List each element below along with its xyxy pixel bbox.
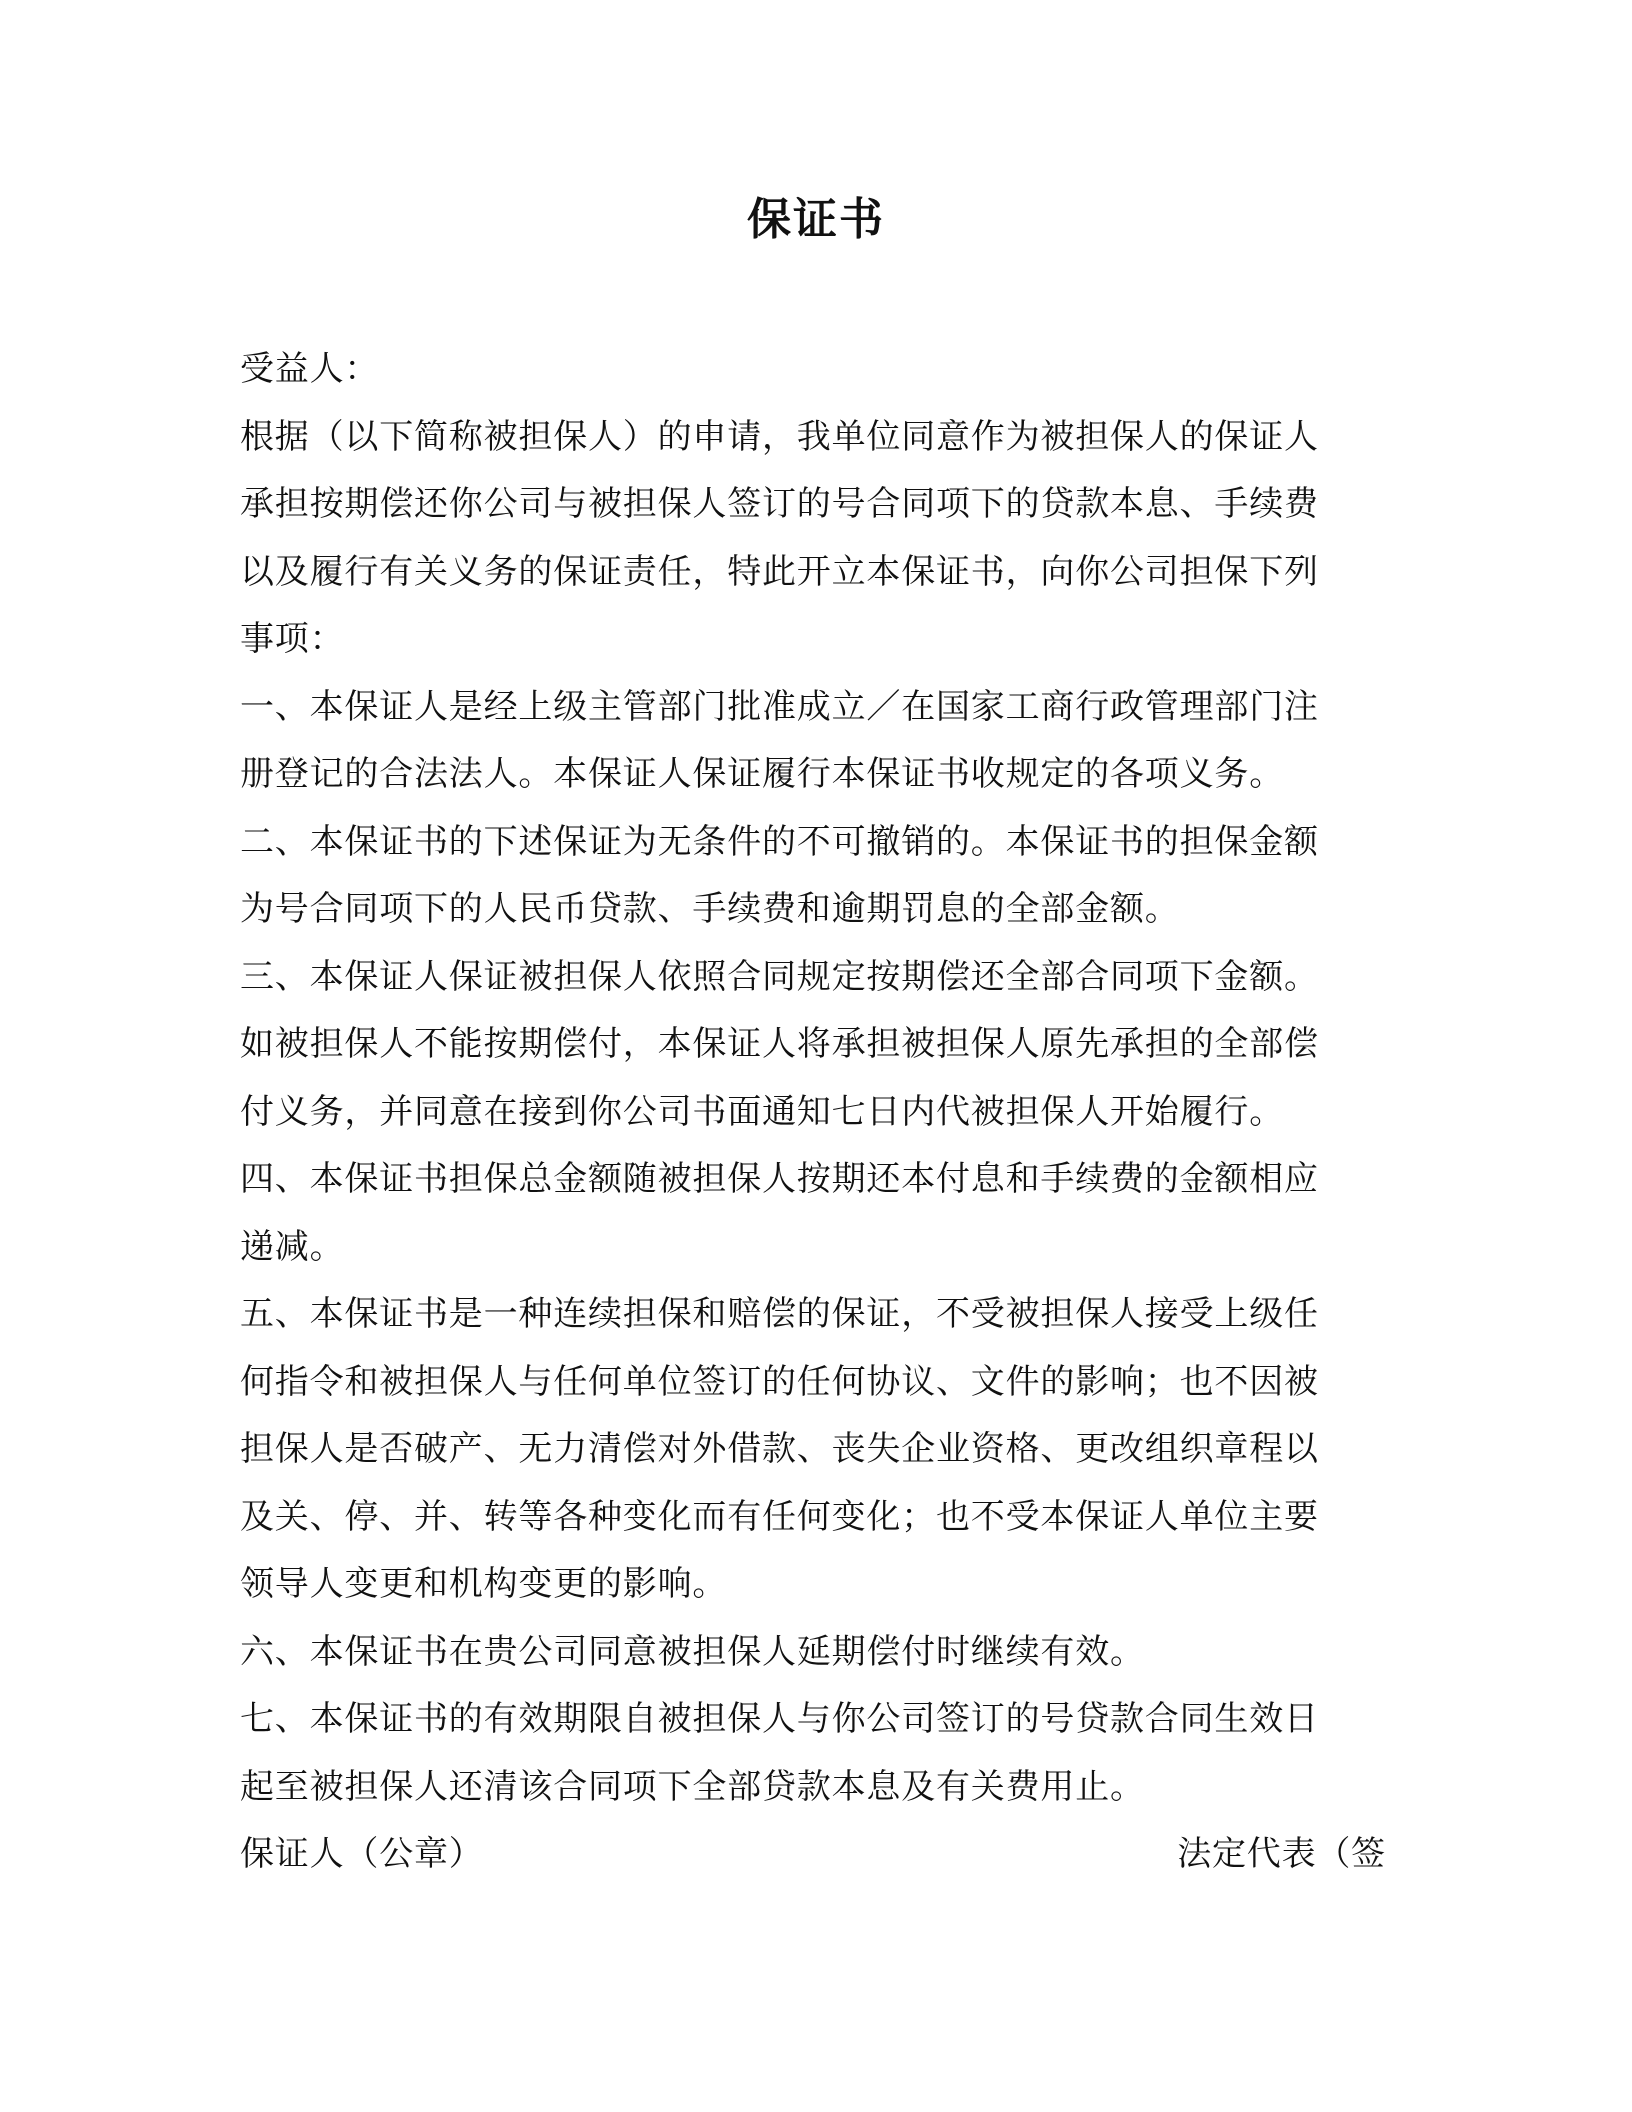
clause-5-line: 领导人变更和机构变更的影响。 bbox=[240, 1564, 728, 1604]
clause-3-line: 三、本保证人保证被担保人依照合同规定按期偿还全部合同项下金额。 bbox=[240, 956, 1319, 997]
body-line: 以及履行有关义务的保证责任，特此开立本保证书，向你公司担保下列 bbox=[240, 551, 1319, 592]
document-body bbox=[240, 336, 1390, 1889]
salutation-line: 受益人： bbox=[240, 349, 380, 389]
clause-5-line: 五、本保证书是一种连续担保和赔偿的保证，不受被担保人接受上级任 bbox=[240, 1294, 1319, 1334]
clause-1-line: 一、本保证人是经上级主管部门批准成立／在国家工商行政管理部门注 bbox=[240, 686, 1319, 727]
clause-3-line: 如被担保人不能按期偿付，本保证人将承担被担保人原先承担的全部偿 bbox=[240, 1024, 1319, 1064]
body-line: 根据（以下简称被担保人）的申请，我单位同意作为被担保人的保证人 bbox=[240, 416, 1319, 457]
clause-5-line: 担保人是否破产、无力清偿对外借款、丧失企业资格、更改组织章程以 bbox=[240, 1429, 1319, 1469]
guarantor-seal-label: 保证人（公章） bbox=[240, 1834, 484, 1874]
clause-7-line: 七、本保证书的有效期限自被担保人与你公司签订的号贷款合同生效日 bbox=[240, 1699, 1319, 1739]
clause-3-line: 付义务，并同意在接到你公司书面通知七日内代被担保人开始履行。 bbox=[240, 1091, 1284, 1132]
body-line: 事项： bbox=[240, 619, 345, 659]
clause-2-line: 为号合同项下的人民币贷款、手续费和逾期罚息的全部金额。 bbox=[240, 889, 1180, 929]
clause-2-line: 二、本保证书的下述保证为无条件的不可撤销的。本保证书的担保金额 bbox=[240, 821, 1319, 862]
clause-7-line: 起至被担保人还清该合同项下全部贷款本息及有关费用止。 bbox=[240, 1766, 1145, 1807]
clause-1-line: 册登记的合法法人。本保证人保证履行本保证书收规定的各项义务。 bbox=[240, 754, 1284, 794]
clause-5-line: 及关、停、并、转等各种变化而有任何变化；也不受本保证人单位主要 bbox=[240, 1496, 1319, 1537]
body-line: 承担按期偿还你公司与被担保人签订的号合同项下的贷款本息、手续费 bbox=[240, 484, 1319, 524]
clause-6-line: 六、本保证书在贵公司同意被担保人延期偿付时继续有效。 bbox=[240, 1631, 1145, 1672]
clause-4-line: 递减。 bbox=[240, 1226, 345, 1267]
signature-row bbox=[240, 1821, 1386, 1889]
clause-5-line: 何指令和被担保人与任何单位签订的任何协议、文件的影响；也不因被 bbox=[240, 1361, 1319, 1402]
legal-representative-label: 法定代表（签 bbox=[1177, 1834, 1386, 1874]
document-title: 保证书 bbox=[747, 194, 885, 245]
clause-4-line: 四、本保证书担保总金额随被担保人按期还本付息和手续费的金额相应 bbox=[240, 1159, 1319, 1199]
